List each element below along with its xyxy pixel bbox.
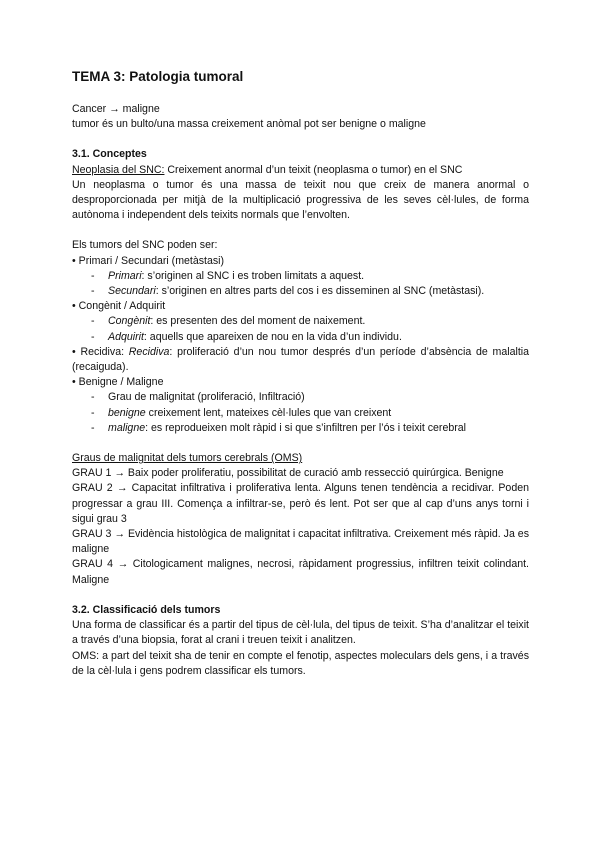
- term-recurrence: Recidiva: [128, 345, 170, 358]
- bullet-primary-secondary: • Primari / Secundari (metàstasi): [72, 254, 225, 267]
- grade-1: GRAU 1 → Baix poder proliferatiu, possibilitat de curació amb ressecció quirúrgica. Benigne: [72, 467, 504, 480]
- term-secondary: Secundari: [108, 285, 156, 298]
- intro-block: [72, 102, 529, 132]
- term-congenital: Congènit: [108, 315, 151, 328]
- section-classification: [72, 603, 529, 679]
- term-benign: benigne: [108, 406, 146, 419]
- section-heading-classification: 3.2. Classificació dels tumors: [72, 603, 221, 616]
- sub-item-benign: - benigne creixement lent, mateixes cèl·lules que van creixent: [91, 406, 392, 419]
- sub-item-congenital: - Congènit: es presenten des del moment de naixement.: [91, 315, 366, 328]
- tumor-types-list: [72, 238, 529, 436]
- grade-3: GRAU 3 → Evidència histològica de malignitat i capacitat infiltrativa. Creixement més ràpid. Ja es maligne: [72, 528, 529, 556]
- sub-item-primary: - Primari: s’originen al SNC i es troben limitats a aquest.: [91, 269, 365, 282]
- definition-line: [72, 163, 529, 178]
- grades-heading: Graus de malignitat dels tumors cerebrals (OMS): [72, 452, 303, 465]
- grades-section: [72, 451, 529, 588]
- term-primary: Primari: [108, 269, 142, 282]
- classification-paragraph-1: Una forma de classificar és a partir del tipus de cèl·lula, del tipus de teixit. S’ha d’analitzar el teixit a través d’una biopsia, forat al crani i treuen teixit i analitzen.: [72, 619, 529, 647]
- classification-paragraph-2: OMS: a part del teixit sha de tenir en compte el fenotip, aspectes moleculars dels gens, i a través de la cèl·lula i gens podrem classificar els tumors.: [72, 649, 529, 677]
- bullet-congenital-acquired: • Congènit / Adquirit: [72, 300, 166, 313]
- sub-item-secondary: - Secundari: s’originen en altres parts del cos i es disseminen al SNC (metàstasi).: [91, 285, 485, 298]
- section-concepts: [72, 147, 529, 223]
- page-title: TEMA 3: Patologia tumoral: [72, 69, 244, 84]
- term-malignant: maligne: [108, 421, 146, 434]
- grade-2: GRAU 2 → Capacitat infiltrativa i proliferativa lenta. Alguns tenen tendència a recidivar. Poden progressar a grau III. Comença a infiltrar-se, però és lent. Pot ser que al cap d’uns anys torni i sigui grau 3: [72, 482, 529, 525]
- intro-line-1: Cancer → maligne: [72, 103, 160, 115]
- section-heading-concepts: 3.1. Conceptes: [72, 148, 147, 161]
- term-acquired: Adquirit: [108, 330, 144, 343]
- intro-line-2: tumor és un bulto/una massa creixement anòmal pot ser benigne o maligne: [72, 118, 426, 131]
- grade-4: GRAU 4 → Citologicament malignes, necrosi, ràpidament progressius, infiltren teixit colindant. Maligne: [72, 558, 529, 586]
- definition-label: Neoplasia del SNC:: [72, 163, 165, 176]
- types-intro: Els tumors del SNC poden ser:: [72, 239, 218, 252]
- bullet-benign-malignant: • Benigne / Maligne: [72, 376, 164, 389]
- sub-item-acquired: - Adquirit: aquells que apareixen de nou en la vida d’un individu.: [91, 330, 402, 343]
- neoplasm-paragraph: Un neoplasma o tumor és una massa de teixit nou que creix de manera anormal o desproporcionada per mitjà de la multiplicació progressiva de les seves cèl·lules, de forma autònoma i independent dels teixits normals que l’envolten.: [72, 178, 529, 222]
- bullet-recurrence: • Recidiva: Recidiva: proliferació d’un nou tumor després d’un període d’absència de malaltia (recaiguda).: [72, 345, 530, 374]
- sub-item-grade: - Grau de malignitat (proliferació, Infiltració): [91, 391, 305, 404]
- definition-text: Creixement anormal d’un teixit (neoplasma o tumor) en el SNC: [164, 163, 463, 176]
- sub-item-malignant: - maligne: es reprodueixen molt ràpid i si que s’infiltren per l’ós i teixit cerebral: [91, 421, 467, 434]
